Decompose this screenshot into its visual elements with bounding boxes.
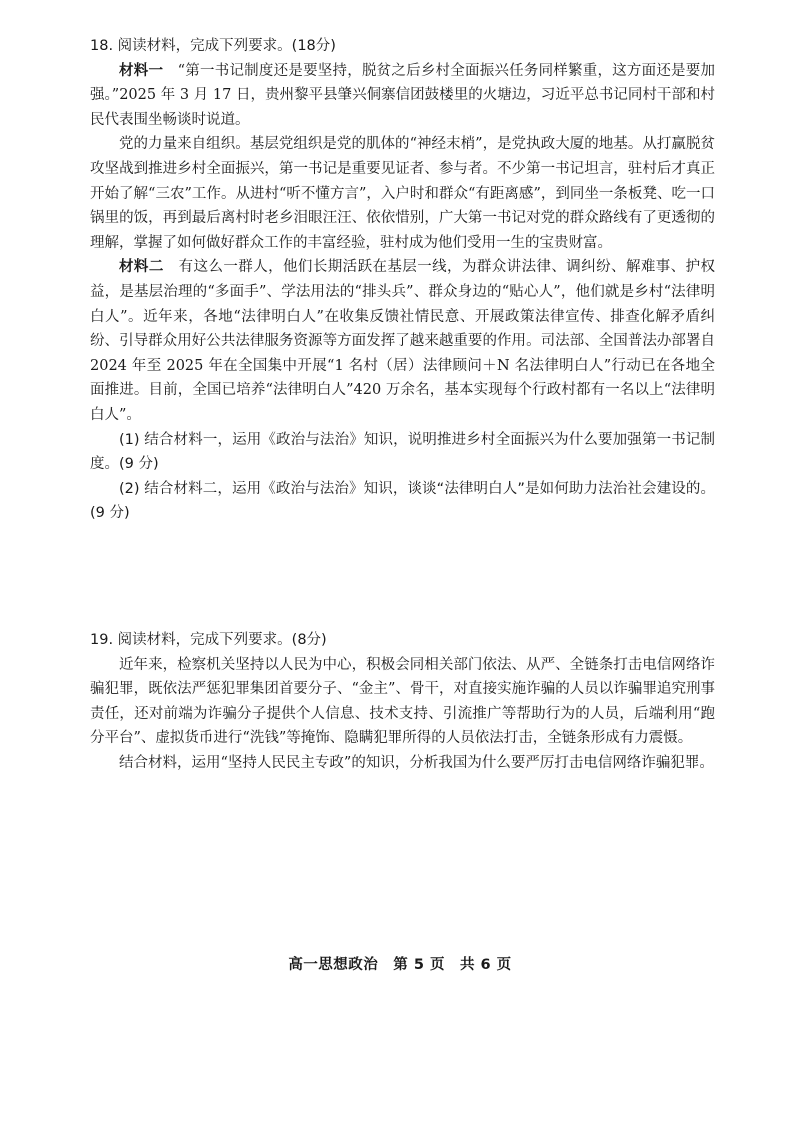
material-1-label: 材料一 <box>119 62 164 79</box>
sub-question-1: (1) 结合材料一，运用《政治与法治》知识，说明推进乡村全面振兴为什么要加强第一书记制度。(9 分) <box>90 431 715 473</box>
question-18 <box>90 34 715 526</box>
material-2-paragraph <box>90 255 715 427</box>
question-19 <box>90 628 715 776</box>
question-19-task: 结合材料，运用“坚持人民民主专政”的知识，分析我国为什么要严厉打击电信网络诈骗犯罪。 <box>119 754 714 771</box>
material-2-label: 材料二 <box>119 259 164 276</box>
sub-question-2: (2) 结合材料二，运用《政治与法治》知识，谈谈“法律明白人”是如何助力法治社会建设的。(9 分) <box>90 480 715 522</box>
material-1-paragraph-2: 党的力量来自组织。基层党组织是党的肌体的“神经末梢”，是党执政大厦的地基。从打赢脱贫攻坚战到推进乡村全面振兴，第一书记是重要见证者、参与者。不少第一书记坦言，驻村后才真正开始了解“三农”工作。从进村“听不懂方言”，入户时和群众“有距离感”，到同坐一条板凳、吃一口锅里的饭，再到最后离村时老乡泪眼汪汪、依依惜别，广大第一书记对党的群众路线有了更透彻的理解，掌握了如何做好群众工作的丰富经验，驻村成为他们受用一生的宝贵财富。 <box>90 136 715 251</box>
question-19-material: 近年来，检察机关坚持以人民为中心，积极会同相关部门依法、从严、全链条打击电信网络诈骗犯罪，既依法严惩犯罪集团首要分子、“金主”、骨干，对直接实施诈骗的人员以诈骗罪追究刑事责任，还对前端为诈骗分子提供个人信息、技术支持、引流推广等帮助行为的人员，后端利用“跑分平台”、虚拟货币进行“洗钱”等掩饰、隐瞒犯罪所得的人员依法打击，全链条形成有力震慑。 <box>90 656 715 747</box>
question-19-stem: 19. 阅读材料，完成下列要求。(8分) <box>90 632 327 648</box>
page-footer: 高一思想政治 第 5 页 共 6 页 <box>288 957 512 973</box>
material-1-text-1: “第一书记制度还是要坚持，脱贫之后乡村全面振兴任务同样繁重，这方面还是要加强。”2025 年 3 月 17 日，贵州黎平县肇兴侗寨信团鼓楼里的火塘边，习近平总书记同村干部和村民代表围坐畅谈时说道。 <box>90 62 715 128</box>
material-1-paragraph-1 <box>90 59 715 133</box>
question-18-stem: 18. 阅读材料，完成下列要求。(18分) <box>90 38 336 54</box>
material-2-text: 有这么一群人，他们长期活跃在基层一线，为群众讲法律、调纠纷、解难事、护权益，是基层治理的“多面手”、学法用法的“排头兵”、群众身边的“贴心人”，他们就是乡村“法律明白人”。近年来，各地“法律明白人”在收集反馈社情民意、开展政策法律宣传、排查化解矛盾纠纷、引导群众用好公共法律服务资源等方面发挥了越来越重要的作用。司法部、全国普法办部署自 2024 年至 2025 年在全国集中开展“1 名村（居）法律顾问＋N 名法律明白人”行动已在各地全面推进。目前，全国已培养“法律明白人”420 万余名，基本实现每个行政村都有一名以上“法律明白人”。 <box>90 259 716 423</box>
